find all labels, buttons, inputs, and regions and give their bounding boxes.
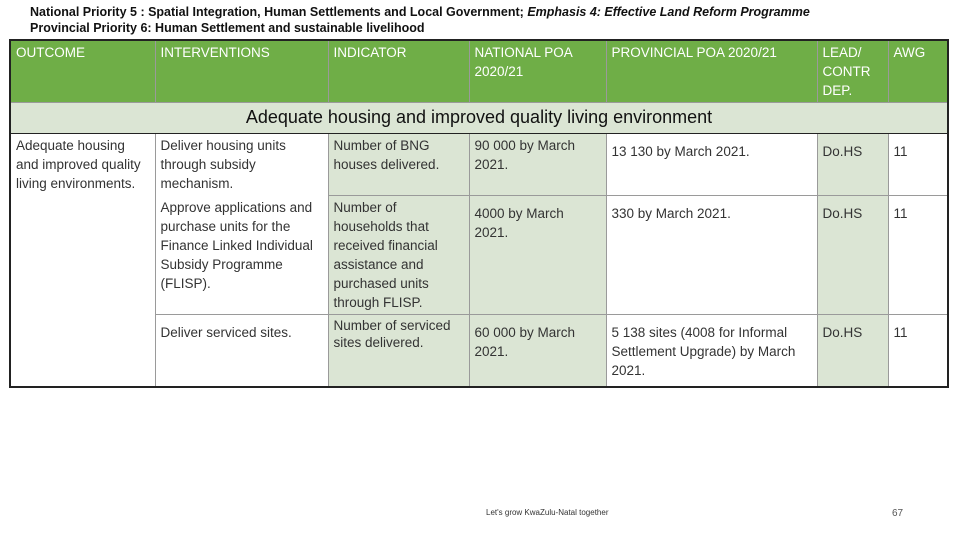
lead-cell: Do.HS xyxy=(817,315,888,387)
emphasis-text: Emphasis 4: Effective Land Reform Programme xyxy=(527,5,810,19)
national-poa-cell: 4000 by March 2021. xyxy=(469,196,606,315)
col-header-lead: LEAD/ CONTR DEP. xyxy=(817,40,888,103)
col-header-interventions: INTERVENTIONS xyxy=(155,40,328,103)
poa-table xyxy=(9,39,949,388)
page-heading xyxy=(30,4,950,36)
col-header-national-poa: NATIONAL POA 2020/21 xyxy=(469,40,606,103)
provincial-poa-cell: 330 by March 2021. xyxy=(606,196,817,315)
page-number: 67 xyxy=(892,508,904,519)
table-header-row xyxy=(10,40,948,103)
national-priority-text: National Priority 5 : Spatial Integration, Human Settlements and Local Government; xyxy=(30,5,528,19)
lead-cell: Do.HS xyxy=(817,134,888,196)
provincial-poa-cell: 5 138 sites (4008 for Informal Settlement Upgrade) by March 2021. xyxy=(606,315,817,387)
col-header-outcome: OUTCOME xyxy=(10,40,155,103)
national-poa-cell: 90 000 by March 2021. xyxy=(469,134,606,196)
intervention-cell: Deliver housing units through subsidy mechanism. xyxy=(155,134,328,196)
indicator-cell: Number of households that received financial assistance and purchased units through FLISP. xyxy=(328,196,469,315)
intervention-cell: Approve applications and purchase units for the Finance Linked Individual Subsidy Programme (FLISP). xyxy=(155,196,328,315)
section-banner-row xyxy=(10,103,948,134)
col-header-provincial-poa: PROVINCIAL POA 2020/21 xyxy=(606,40,817,103)
indicator-cell: Number of BNG houses delivered. xyxy=(328,134,469,196)
national-poa-cell: 60 000 by March 2021. xyxy=(469,315,606,387)
indicator-cell: Number of serviced sites delivered. xyxy=(328,315,469,387)
outcome-cell: Adequate housing and improved quality living environments. xyxy=(10,134,155,387)
awg-cell: 11 xyxy=(888,134,948,196)
provincial-poa-cell: 13 130 by March 2021. xyxy=(606,134,817,196)
col-header-awg: AWG xyxy=(888,40,948,103)
intervention-cell: Deliver serviced sites. xyxy=(155,315,328,387)
awg-cell: 11 xyxy=(888,196,948,315)
footer-tagline: Let's grow KwaZulu-Natal together xyxy=(486,508,609,517)
table-row xyxy=(10,134,948,196)
awg-cell: 11 xyxy=(888,315,948,387)
col-header-indicator: INDICATOR xyxy=(328,40,469,103)
provincial-priority-line: Provincial Priority 6: Human Settlement and sustainable livelihood xyxy=(30,21,425,35)
national-priority-line xyxy=(30,4,950,20)
lead-cell: Do.HS xyxy=(817,196,888,315)
section-banner: Adequate housing and improved quality living environment xyxy=(10,103,948,134)
